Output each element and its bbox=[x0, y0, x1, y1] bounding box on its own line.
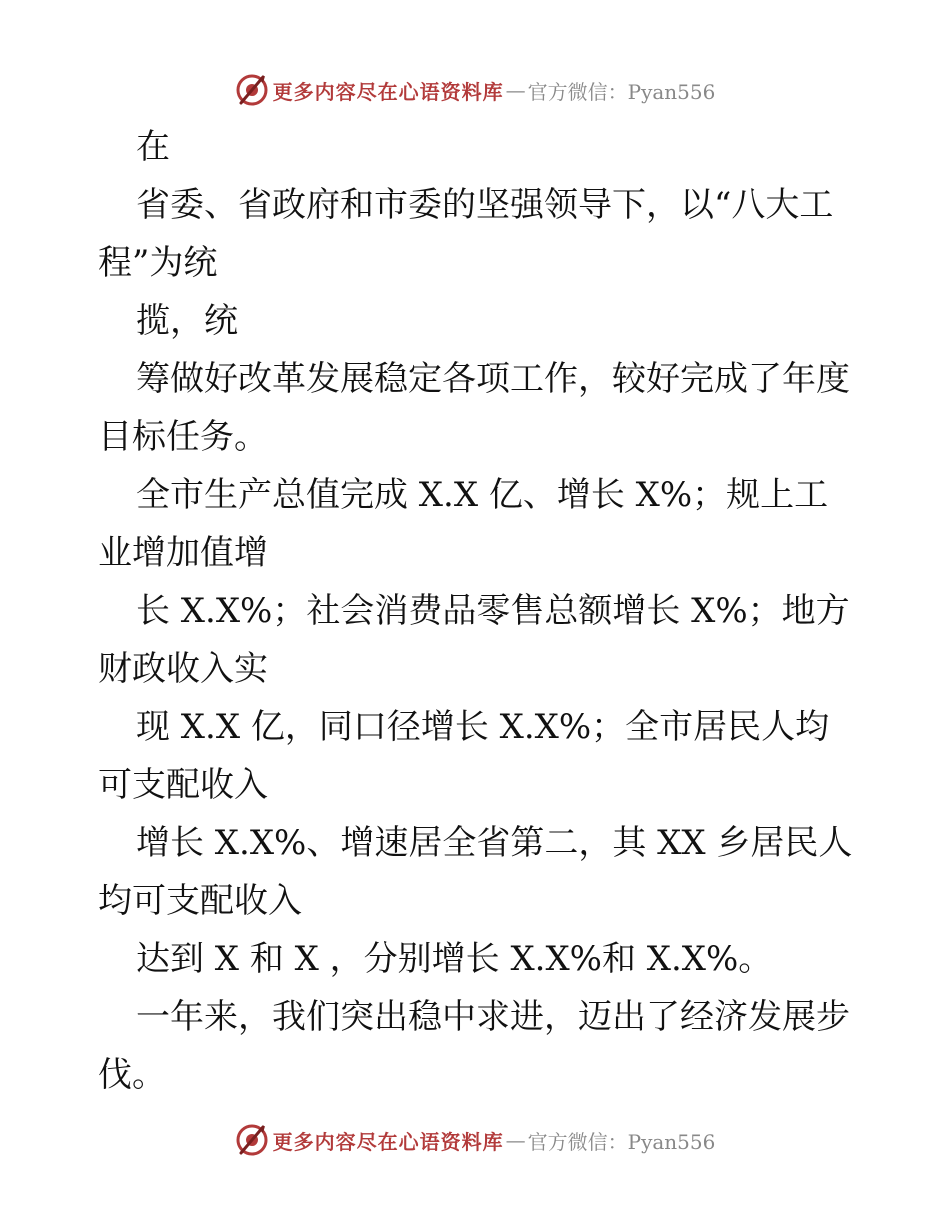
paragraph: 省委、省政府和市委的坚强领导下，以“八大工程”为统 bbox=[98, 185, 834, 283]
banner-dash: — bbox=[505, 1128, 526, 1152]
paragraph: 现 X.X 亿，同口径增长 X.X%；全市居民人均可支配收入 bbox=[98, 707, 830, 805]
document-body bbox=[98, 118, 858, 1104]
paragraph: 达到 X 和 X ，分别增长 X.X%和 X.X%。 bbox=[136, 939, 773, 979]
header-banner bbox=[0, 70, 950, 110]
banner-dash: — bbox=[505, 78, 526, 102]
banner-site-text: 更多内容尽在心语资料库 bbox=[272, 79, 504, 104]
paragraph: 在 bbox=[136, 127, 170, 167]
quill-logo-icon bbox=[235, 73, 269, 107]
footer-banner bbox=[0, 1120, 950, 1160]
paragraph: 筹做好改革发展稳定各项工作，较好完成了年度目标任务。 bbox=[98, 359, 850, 457]
paragraph: 全市生产总值完成 X.X 亿、增长 X%；规上工业增加值增 bbox=[98, 475, 829, 573]
banner-contact-text: 官方微信：Pyan556 bbox=[527, 79, 716, 104]
banner-contact-text: 官方微信：Pyan556 bbox=[527, 1129, 716, 1154]
paragraph: 揽，统 bbox=[136, 301, 238, 341]
banner-site-text: 更多内容尽在心语资料库 bbox=[272, 1129, 504, 1154]
paragraph: 长 X.X%；社会消费品零售总额增长 X%；地方财政收入实 bbox=[98, 591, 850, 689]
paragraph: 增长 X.X%、增速居全省第二，其 XX 乡居民人均可支配收入 bbox=[98, 823, 853, 921]
quill-logo-icon bbox=[235, 1123, 269, 1157]
paragraph: 一年来，我们突出稳中求进，迈出了经济发展步伐。 bbox=[98, 997, 850, 1095]
